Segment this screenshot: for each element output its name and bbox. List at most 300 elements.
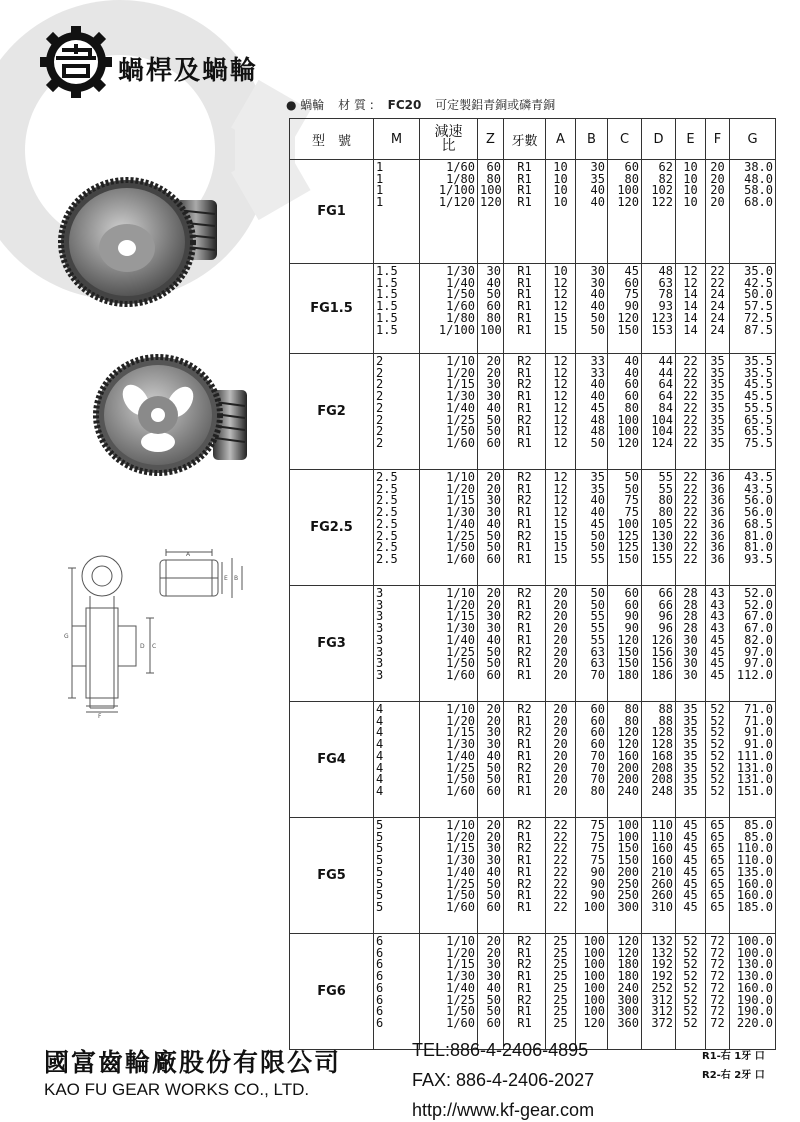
cell-value: 15 <box>553 322 568 337</box>
cell-value: 160 <box>617 748 639 763</box>
cell-value: 1/20 <box>446 597 475 612</box>
cell-value: 80 <box>590 783 605 798</box>
cell-value: 20 <box>553 713 568 728</box>
cell-value: 35 <box>710 424 725 439</box>
cell-value: 24 <box>710 322 725 337</box>
value-cell <box>504 160 546 264</box>
cell-value: R1 <box>517 183 532 198</box>
cell-value: 80 <box>624 713 639 728</box>
cell-value: 132 <box>651 945 673 960</box>
cell-value: 130.0 <box>736 957 773 972</box>
cell-value: 12 <box>553 400 568 415</box>
cell-value: 2 <box>376 400 384 415</box>
svg-text:F: F <box>98 713 102 718</box>
cell-value: 1/60 <box>446 783 475 798</box>
cell-value: 52 <box>683 945 698 960</box>
cell-value: 30 <box>486 841 501 856</box>
cell-value: 15 <box>553 310 568 325</box>
cell-value: 100 <box>583 969 605 984</box>
company-name-en: KAO FU GEAR WORKS CO., LTD. <box>44 1080 310 1099</box>
cell-value: 1/120 <box>438 195 475 210</box>
cell-value: 4 <box>376 737 384 752</box>
cell-value: 22 <box>683 551 698 566</box>
cell-value: 200 <box>617 760 639 775</box>
cell-value: 250 <box>617 888 639 903</box>
cell-value: 35 <box>683 783 698 798</box>
cell-value: 1/60 <box>446 667 475 682</box>
col-header: 減速比 <box>420 119 478 160</box>
cell-value: 3 <box>376 632 384 647</box>
cell-value: 72 <box>710 980 725 995</box>
cell-value: 122 <box>651 195 673 210</box>
cell-value: 33 <box>590 365 605 380</box>
cell-value: 1/50 <box>446 540 475 555</box>
cell-value: 180 <box>617 957 639 972</box>
cell-value: 40 <box>486 864 501 879</box>
cell-value: 30 <box>486 737 501 752</box>
cell-value: 130 <box>651 540 673 555</box>
cell-value: 15 <box>553 540 568 555</box>
cell-value: 72 <box>710 969 725 984</box>
cell-value: 88 <box>658 713 673 728</box>
cell-value: 25 <box>553 957 568 972</box>
cell-value: 14 <box>683 287 698 302</box>
fax: FAX: 886-4-2406-2027 <box>412 1070 595 1090</box>
cell-value: 300 <box>617 992 639 1007</box>
cell-value: 4 <box>376 783 384 798</box>
cell-value: 36 <box>710 540 725 555</box>
cell-value: 22 <box>683 377 698 392</box>
cell-value: 1/10 <box>446 818 475 832</box>
value-cell <box>608 934 642 1050</box>
cell-value: 50 <box>486 992 501 1007</box>
cell-value: 20 <box>553 586 568 600</box>
table-row <box>290 160 776 264</box>
cell-value: 12 <box>553 435 568 450</box>
cell-value: 60 <box>624 377 639 392</box>
cell-value: 40 <box>590 299 605 314</box>
value-cell <box>676 702 706 818</box>
cell-value: 160.0 <box>736 888 773 903</box>
cell-value: 1/15 <box>446 493 475 508</box>
cell-value: 50 <box>486 424 501 439</box>
cell-value: 75 <box>624 287 639 302</box>
cell-value: 22 <box>553 853 568 868</box>
cell-value: 60 <box>486 551 501 566</box>
cell-value: 45 <box>710 644 725 659</box>
cell-value: 1/40 <box>446 275 475 290</box>
cell-value: 110.0 <box>736 841 773 856</box>
cell-value: 55.5 <box>744 400 773 415</box>
cell-value: 100 <box>480 183 502 198</box>
value-cell <box>420 264 478 354</box>
cell-value: 62 <box>658 160 673 174</box>
cell-value: 1/20 <box>446 481 475 496</box>
cell-value: 35 <box>710 389 725 404</box>
cell-value: 75 <box>590 853 605 868</box>
cell-value: 100 <box>583 992 605 1007</box>
cell-value: 240 <box>617 783 639 798</box>
table-row <box>290 934 776 1050</box>
col-header: B <box>576 119 608 160</box>
cell-value: 5 <box>376 876 384 891</box>
cell-value: 40 <box>486 980 501 995</box>
value-cell <box>374 702 420 818</box>
value-cell <box>420 354 478 470</box>
cell-value: 50 <box>590 322 605 337</box>
cell-value: R1 <box>517 389 532 404</box>
cell-value: 70 <box>590 667 605 682</box>
cell-value: 45 <box>683 899 698 914</box>
cell-value: 22 <box>553 864 568 879</box>
cell-value: 1/25 <box>446 876 475 891</box>
cell-value: 40 <box>486 516 501 531</box>
cell-value: 120 <box>480 195 502 210</box>
value-cell <box>608 818 642 934</box>
cell-value: 1/25 <box>446 992 475 1007</box>
cell-value: 156 <box>651 644 673 659</box>
cell-value: 104 <box>651 424 673 439</box>
model-cell: FG3 <box>290 586 374 702</box>
cell-value: 1/30 <box>446 389 475 404</box>
cell-value: 160 <box>651 841 673 856</box>
cell-value: 1/60 <box>446 1015 475 1030</box>
cell-value: 248 <box>651 783 673 798</box>
cell-value: 60 <box>624 275 639 290</box>
cell-value: 22 <box>553 899 568 914</box>
cell-value: 2 <box>376 389 384 404</box>
cell-value: R1 <box>517 772 532 787</box>
cell-value: 190.0 <box>736 1004 773 1019</box>
cell-value: R2 <box>517 644 532 659</box>
cell-value: 45 <box>710 667 725 682</box>
cell-value: 24 <box>710 287 725 302</box>
cell-value: R2 <box>517 528 532 543</box>
cell-value: R1 <box>517 310 532 325</box>
cell-value: 1/40 <box>446 400 475 415</box>
cell-value: 36 <box>710 493 725 508</box>
value-cell <box>608 702 642 818</box>
cell-value: 12 <box>553 275 568 290</box>
cell-value: 50 <box>486 412 501 427</box>
cell-value: R1 <box>517 945 532 960</box>
cell-value: 1.5 <box>376 299 398 314</box>
cell-value: 5 <box>376 864 384 879</box>
cell-value: 45 <box>710 656 725 671</box>
cell-value: 97.0 <box>744 656 773 671</box>
cell-value: 110 <box>651 829 673 844</box>
cell-value: 40 <box>486 275 501 290</box>
cell-value: 82.0 <box>744 632 773 647</box>
cell-value: 1/20 <box>446 829 475 844</box>
cell-value: 260 <box>651 876 673 891</box>
cell-value: 1/60 <box>446 435 475 450</box>
cell-value: 20 <box>486 586 501 600</box>
cell-value: 36 <box>710 505 725 520</box>
cell-value: 36 <box>710 528 725 543</box>
cell-value: 55 <box>590 632 605 647</box>
cell-value: 44 <box>658 365 673 380</box>
value-cell <box>608 354 642 470</box>
cell-value: 52 <box>683 969 698 984</box>
cell-value: 35 <box>683 748 698 763</box>
cell-value: 48 <box>658 264 673 278</box>
cell-value: 22 <box>710 275 725 290</box>
value-cell <box>546 264 576 354</box>
cell-value: 72 <box>710 934 725 948</box>
value-cell <box>504 354 546 470</box>
cell-value: 80 <box>658 505 673 520</box>
cell-value: 33 <box>590 354 605 368</box>
cell-value: 36 <box>710 481 725 496</box>
cell-value: 192 <box>651 957 673 972</box>
cell-value: 10 <box>683 160 698 174</box>
cell-value: 1.5 <box>376 275 398 290</box>
cell-value: 22 <box>683 481 698 496</box>
cell-value: 40 <box>590 377 605 392</box>
cell-value: 20 <box>486 818 501 832</box>
cell-value: 15 <box>553 551 568 566</box>
value-cell <box>676 818 706 934</box>
cell-value: 78 <box>658 287 673 302</box>
cell-value: 1/25 <box>446 644 475 659</box>
value-cell <box>546 586 576 702</box>
cell-value: 35 <box>590 481 605 496</box>
cell-value: 30 <box>486 725 501 740</box>
cell-value: 100 <box>583 934 605 948</box>
cell-value: 20 <box>486 934 501 948</box>
cell-value: 22 <box>683 424 698 439</box>
cell-value: 105 <box>651 516 673 531</box>
cell-value: 120 <box>617 945 639 960</box>
cell-value: R1 <box>517 888 532 903</box>
model-cell: FG5 <box>290 818 374 934</box>
cell-value: 220.0 <box>736 1015 773 1030</box>
cell-value: 80 <box>486 310 501 325</box>
cell-value: 56.0 <box>744 493 773 508</box>
cell-value: R2 <box>517 841 532 856</box>
worm-gear-photo-2 <box>88 350 258 485</box>
col-header: 型 號 <box>290 119 374 160</box>
cell-value: R1 <box>517 400 532 415</box>
cell-value: 3 <box>376 656 384 671</box>
cell-value: 35 <box>710 412 725 427</box>
cell-value: 65 <box>710 888 725 903</box>
cell-value: 2.5 <box>376 540 398 555</box>
svg-text:A: A <box>186 551 191 558</box>
cell-value: 67.0 <box>744 621 773 636</box>
cell-value: 50 <box>486 888 501 903</box>
cell-value: 1.5 <box>376 287 398 302</box>
value-cell <box>478 818 504 934</box>
cell-value: R1 <box>517 1004 532 1019</box>
cell-value: 63 <box>590 656 605 671</box>
cell-value: 100 <box>583 899 605 914</box>
cell-value: 1/40 <box>446 748 475 763</box>
cell-value: R1 <box>517 160 532 174</box>
cell-value: 3 <box>376 644 384 659</box>
value-cell <box>374 470 420 586</box>
value-cell <box>706 586 730 702</box>
cell-value: 52 <box>683 934 698 948</box>
cell-value: 1/60 <box>446 299 475 314</box>
cell-value: R1 <box>517 667 532 682</box>
cell-value: 1/25 <box>446 760 475 775</box>
value-cell <box>642 702 676 818</box>
cell-value: 48 <box>590 424 605 439</box>
cell-value: 190.0 <box>736 992 773 1007</box>
cell-value: 72 <box>710 992 725 1007</box>
cell-value: 50 <box>486 644 501 659</box>
cell-value: 60 <box>590 702 605 716</box>
value-cell <box>576 586 608 702</box>
cell-value: 4 <box>376 760 384 775</box>
cell-value: 100.0 <box>736 934 773 948</box>
cell-value: 50 <box>486 876 501 891</box>
value-cell <box>420 470 478 586</box>
cell-value: R1 <box>517 275 532 290</box>
cell-value: 200 <box>617 864 639 879</box>
cell-value: R1 <box>517 597 532 612</box>
cell-value: 50.0 <box>744 287 773 302</box>
website-link[interactable]: http://www.kf-gear.com <box>412 1100 595 1120</box>
cell-value: R1 <box>517 171 532 186</box>
value-cell <box>730 160 776 264</box>
cell-value: 200 <box>617 772 639 787</box>
cell-value: 60 <box>486 899 501 914</box>
value-cell <box>576 702 608 818</box>
cell-value: 1/60 <box>446 551 475 566</box>
col-header: Z <box>478 119 504 160</box>
cell-value: 63 <box>590 644 605 659</box>
cell-value: 250 <box>617 876 639 891</box>
cell-value: 72 <box>710 957 725 972</box>
cell-value: 150 <box>617 656 639 671</box>
cell-value: 65 <box>710 853 725 868</box>
cell-value: 1/80 <box>446 310 475 325</box>
value-cell <box>420 160 478 264</box>
cell-value: 1 <box>376 195 384 210</box>
value-cell <box>576 354 608 470</box>
cell-value: 43.5 <box>744 481 773 496</box>
value-cell <box>546 702 576 818</box>
cell-value: 66 <box>658 586 673 600</box>
cell-value: 4 <box>376 772 384 787</box>
value-cell <box>706 702 730 818</box>
cell-value: 208 <box>651 772 673 787</box>
cell-value: 102 <box>651 183 673 198</box>
cell-value: 3 <box>376 597 384 612</box>
cell-value: 35 <box>590 470 605 484</box>
cell-value: 52 <box>710 702 725 716</box>
cell-value: 1/50 <box>446 772 475 787</box>
cell-value: 50 <box>590 528 605 543</box>
cell-value: 2.5 <box>376 516 398 531</box>
cell-value: 30 <box>590 275 605 290</box>
cell-value: 1/20 <box>446 945 475 960</box>
cell-value: 60 <box>486 667 501 682</box>
cell-value: 65.5 <box>744 412 773 427</box>
cell-value: 1/40 <box>446 980 475 995</box>
cell-value: 2.5 <box>376 470 398 484</box>
cell-value: 36 <box>710 516 725 531</box>
cell-value: 1.5 <box>376 310 398 325</box>
cell-value: 6 <box>376 992 384 1007</box>
cell-value: 60 <box>486 160 501 174</box>
value-cell <box>608 470 642 586</box>
cell-value: 100 <box>617 829 639 844</box>
cell-value: R2 <box>517 586 532 600</box>
cell-value: 160.0 <box>736 876 773 891</box>
cell-value: 1/40 <box>446 864 475 879</box>
cell-value: 22 <box>683 540 698 555</box>
cell-value: 180 <box>617 667 639 682</box>
cell-value: 22 <box>683 400 698 415</box>
cell-value: 60 <box>590 737 605 752</box>
cell-value: 60 <box>486 299 501 314</box>
cell-value: 90 <box>590 876 605 891</box>
cell-value: 100 <box>617 183 639 198</box>
cell-value: 58.0 <box>744 183 773 198</box>
cell-value: 312 <box>651 1004 673 1019</box>
cell-value: 20 <box>710 171 725 186</box>
cell-value: R1 <box>517 322 532 337</box>
cell-value: 120 <box>617 737 639 752</box>
cell-value: R1 <box>517 516 532 531</box>
cell-value: 60 <box>486 435 501 450</box>
cell-value: 68.5 <box>744 516 773 531</box>
cell-value: R2 <box>517 934 532 948</box>
cell-value: 22 <box>683 470 698 484</box>
cell-value: 1.5 <box>376 322 398 337</box>
cell-value: R1 <box>517 540 532 555</box>
cell-value: 100 <box>617 412 639 427</box>
cell-value: 50 <box>590 586 605 600</box>
cell-value: 81.0 <box>744 528 773 543</box>
cell-value: 55 <box>658 470 673 484</box>
value-cell <box>706 934 730 1050</box>
cell-value: 22 <box>553 829 568 844</box>
cell-value: 70 <box>590 772 605 787</box>
value-cell <box>642 354 676 470</box>
cell-value: 1/20 <box>446 713 475 728</box>
cell-value: 100 <box>480 322 502 337</box>
cell-value: 20 <box>486 470 501 484</box>
value-cell <box>642 934 676 1050</box>
cell-value: 25 <box>553 969 568 984</box>
company-name-cn: 國富齒輪廠股份有限公司 <box>44 1048 342 1077</box>
cell-value: 50 <box>590 540 605 555</box>
cell-value: R1 <box>517 853 532 868</box>
cell-value: 25 <box>553 992 568 1007</box>
cell-value: 97.0 <box>744 644 773 659</box>
value-cell <box>546 818 576 934</box>
cell-value: 131.0 <box>736 760 773 775</box>
cell-value: 2.5 <box>376 551 398 566</box>
col-header: E <box>676 119 706 160</box>
cell-value: 15 <box>553 516 568 531</box>
cell-value: 132 <box>651 934 673 948</box>
cell-value: 75 <box>590 818 605 832</box>
cell-value: R1 <box>517 287 532 302</box>
table-header-row <box>290 119 776 160</box>
cell-value: 3 <box>376 586 384 600</box>
cell-value: 14 <box>683 322 698 337</box>
telephone: TEL:886-4-2406-4895 <box>412 1040 589 1060</box>
cell-value: R1 <box>517 829 532 844</box>
cell-value: 1/15 <box>446 609 475 624</box>
cell-value: 45 <box>590 400 605 415</box>
